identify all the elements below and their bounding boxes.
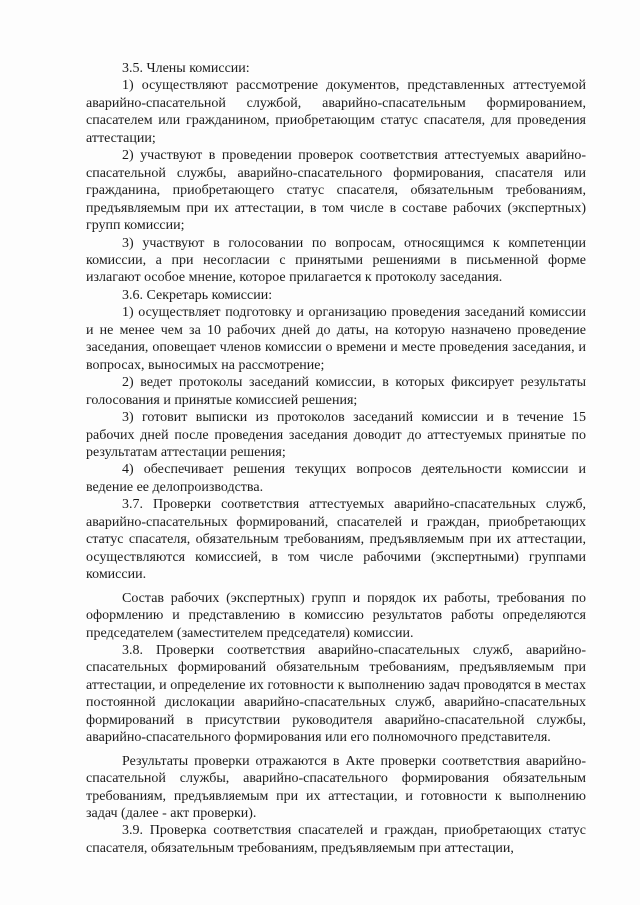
paragraph-3-8-results: Результаты проверки отражаются в Акте проверки соответствия аварийно-спасательной службы, аварийно-спасательного формирования обязательным требованиям, предъявляемым при их аттестации, и готовности к выполнению задач (далее - акт проверки). — [86, 753, 586, 822]
paragraph-3-8: 3.8. Проверки соответствия аварийно-спасательных служб, аварийно-спасательных формирований обязательным требованиям, предъявляемым при аттестации, и определение их готовности к выполнению задач проводятся в местах постоянной дислокации аварийно-спасательных служб, аварийно-спасательных формирований в присутствии руководителя аварийно-спасательной службы, аварийно-спасательного формирования или его полномочного представителя. — [86, 642, 586, 746]
paragraph-3-5-item-3: 3) участвуют в голосовании по вопросам, относящимся к компетенции комиссии, а при несогласии с принятыми решениями в письменной форме излагают особое мнение, которое прилагается к протоколу заседания. — [86, 235, 586, 286]
paragraph-3-6-heading: 3.6. Секретарь комиссии: — [122, 287, 273, 303]
paragraph-3-6-item-1: 1) осуществляет подготовку и организацию проведения заседаний комиссии и не менее чем за 10 рабочих дней до даты, на которую назначено проведение заседания, оповещает членов комиссии о времени и месте проведения заседания, и вопросах, выносимых на рассмотрение; — [86, 305, 586, 373]
document-body — [86, 60, 586, 857]
paragraph-3-6-item-2: 2) ведет протоколы заседаний комиссии, в которых фиксирует результаты голосования и принятые комиссией решения; — [86, 375, 586, 408]
paragraph-3-9: 3.9. Проверка соответствия спасателей и граждан, приобретающих статус спасателя, обязательным требованиям, предъявляемым при аттестации, — [86, 823, 586, 856]
paragraph-3-6-item-3: 3) готовит выписки из протоколов заседаний комиссии и в течение 15 рабочих дней после проведения заседания доводит до аттестуемых принятые по результатам аттестации решения; — [86, 410, 586, 460]
paragraph-3-5-item-1: 1) осуществляют рассмотрение документов, представленных аттестуемой аварийно-спасательной службой, аварийно-спасательным формированием, спасателем или гражданином, приобретающим статус спасателя, для проведения аттестации; — [86, 78, 586, 146]
paragraph-3-5-heading: 3.5. Члены комиссии: — [122, 61, 250, 76]
paragraph-3-7: 3.7. Проверки соответствия аттестуемых аварийно-спасательных служб, аварийно-спасательных формирований, спасателей и граждан, приобретающих статус спасателя, обязательным требованиям, предъявляемым при их аттестации, осуществляются комиссией, в том числе рабочими (экспертными) группами комиссии. — [86, 497, 586, 583]
paragraph-3-7-working-groups: Состав рабочих (экспертных) групп и порядок их работы, требования по оформлению и представлению в комиссию результатов работы определяются председателем (заместителем председателя) комиссии. — [86, 590, 586, 641]
paragraph-3-5-item-2: 2) участвуют в проведении проверок соответствия аттестуемых аварийно-спасательной службы, аварийно-спасательного формирования, спасателя или гражданина, приобретающего статус спасателя, обязательным требованиям, предъявляемым при их аттестации, в том числе в составе рабочих (экспертных) групп комиссии; — [86, 148, 586, 234]
paragraph-3-6-item-4: 4) обеспечивает решения текущих вопросов деятельности комиссии и ведение ее делопроизводства. — [86, 462, 586, 495]
